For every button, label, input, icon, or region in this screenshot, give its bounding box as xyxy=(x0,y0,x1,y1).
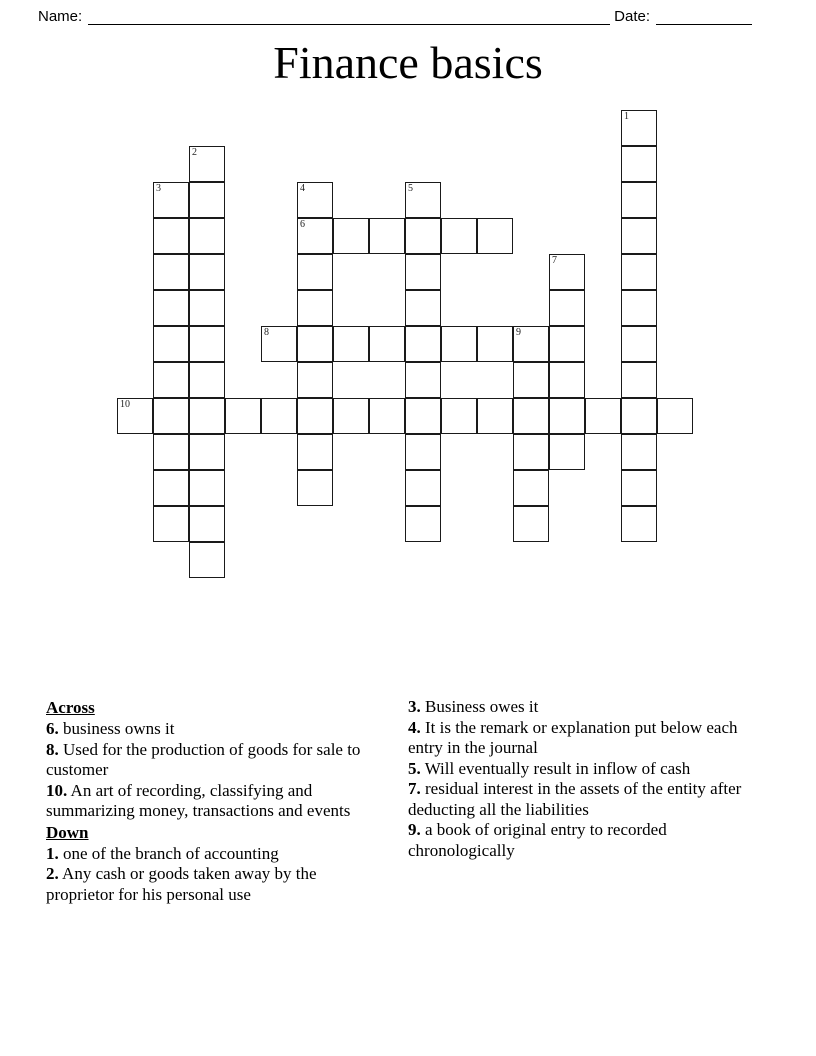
crossword-cell[interactable] xyxy=(441,398,477,434)
crossword-cell[interactable] xyxy=(621,146,657,182)
crossword-cell[interactable] xyxy=(405,398,441,434)
crossword-cell[interactable] xyxy=(189,362,225,398)
crossword-cell[interactable] xyxy=(369,326,405,362)
crossword-cell[interactable] xyxy=(225,398,261,434)
date-label: Date: xyxy=(614,8,650,25)
crossword-cell[interactable] xyxy=(297,470,333,506)
crossword-cell[interactable] xyxy=(621,290,657,326)
crossword-cell[interactable] xyxy=(513,398,549,434)
down-clue-list-right xyxy=(408,697,748,861)
crossword-cell[interactable] xyxy=(297,218,333,254)
crossword-cell[interactable] xyxy=(153,470,189,506)
crossword-cell[interactable] xyxy=(621,110,657,146)
clue-number: 2. xyxy=(46,864,59,883)
clue-item xyxy=(46,740,386,781)
crossword-cell[interactable] xyxy=(297,398,333,434)
crossword-cell[interactable] xyxy=(189,398,225,434)
page-title: Finance basics xyxy=(273,37,543,88)
crossword-cell-number: 5 xyxy=(408,183,413,194)
crossword-cell[interactable] xyxy=(405,326,441,362)
crossword-cell-number: 3 xyxy=(156,183,161,194)
crossword-cell[interactable] xyxy=(153,290,189,326)
crossword-cell[interactable] xyxy=(189,254,225,290)
crossword-cell[interactable] xyxy=(153,218,189,254)
down-clue-list-left xyxy=(46,844,386,906)
clue-number: 3. xyxy=(408,697,421,716)
crossword-cell[interactable] xyxy=(153,326,189,362)
crossword-cell[interactable] xyxy=(621,362,657,398)
crossword-cell[interactable] xyxy=(333,398,369,434)
crossword-cell[interactable] xyxy=(153,398,189,434)
crossword-cell[interactable] xyxy=(297,254,333,290)
crossword-cell[interactable] xyxy=(297,434,333,470)
clue-text: a book of original entry to recorded chronologically xyxy=(408,820,667,860)
crossword-cell[interactable] xyxy=(621,218,657,254)
crossword-cell[interactable] xyxy=(549,326,585,362)
crossword-cell[interactable] xyxy=(297,362,333,398)
clue-item xyxy=(408,718,748,759)
crossword-cell[interactable] xyxy=(549,254,585,290)
crossword-cell[interactable] xyxy=(549,434,585,470)
crossword-cell[interactable] xyxy=(621,434,657,470)
clue-item xyxy=(408,820,748,861)
crossword-cell[interactable] xyxy=(405,182,441,218)
crossword-cell[interactable] xyxy=(153,434,189,470)
crossword-cell[interactable] xyxy=(297,326,333,362)
clue-item xyxy=(408,697,748,718)
crossword-cell[interactable] xyxy=(441,326,477,362)
crossword-cell[interactable] xyxy=(621,398,657,434)
crossword-cell[interactable] xyxy=(405,362,441,398)
across-heading: Across xyxy=(46,698,95,717)
crossword-cell[interactable] xyxy=(477,218,513,254)
crossword-cell[interactable] xyxy=(333,326,369,362)
crossword-cell[interactable] xyxy=(621,326,657,362)
crossword-cell[interactable] xyxy=(549,290,585,326)
crossword-cell[interactable] xyxy=(297,182,333,218)
crossword-cell[interactable] xyxy=(405,470,441,506)
crossword-cell[interactable] xyxy=(333,218,369,254)
crossword-cell-number: 9 xyxy=(516,327,521,338)
crossword-cell[interactable] xyxy=(189,506,225,542)
clue-item xyxy=(408,779,748,820)
crossword-cell[interactable] xyxy=(189,542,225,578)
crossword-cell[interactable] xyxy=(585,398,621,434)
clue-text: business owns it xyxy=(58,719,175,738)
crossword-cell[interactable] xyxy=(405,254,441,290)
clue-number: 8. xyxy=(46,739,59,759)
crossword-cell[interactable] xyxy=(657,398,693,434)
clue-number: 6. xyxy=(46,719,59,738)
clues-column-left xyxy=(46,697,386,905)
crossword-cell[interactable] xyxy=(117,398,153,434)
crossword-cell[interactable] xyxy=(189,290,225,326)
crossword-cell[interactable] xyxy=(513,326,549,362)
crossword-cell[interactable] xyxy=(297,290,333,326)
crossword-cell[interactable] xyxy=(189,434,225,470)
crossword-cell[interactable] xyxy=(477,398,513,434)
crossword-cell[interactable] xyxy=(621,470,657,506)
crossword-cell[interactable] xyxy=(369,218,405,254)
crossword-cell[interactable] xyxy=(405,506,441,542)
across-clue-list xyxy=(46,719,386,822)
crossword-cell[interactable] xyxy=(261,326,297,362)
crossword-cell[interactable] xyxy=(477,326,513,362)
crossword-cell[interactable] xyxy=(369,398,405,434)
crossword-cell-number: 7 xyxy=(552,255,557,266)
clue-text: Business owes it xyxy=(420,697,539,716)
crossword-cell[interactable] xyxy=(549,362,585,398)
crossword-cell-number: 4 xyxy=(300,183,305,194)
down-heading: Down xyxy=(46,822,89,842)
clue-number: 4. xyxy=(408,717,421,737)
clue-item xyxy=(46,864,386,905)
crossword-cell[interactable] xyxy=(405,434,441,470)
crossword-cell[interactable] xyxy=(621,254,657,290)
crossword-cell[interactable] xyxy=(441,218,477,254)
clue-item xyxy=(46,781,386,822)
clue-text: Will eventually result in inflow of cash xyxy=(420,758,691,778)
clue-text: residual interest in the assets of the entity after deducting all the liabilities xyxy=(408,779,742,819)
clue-item xyxy=(46,844,386,865)
crossword-cell-number: 10 xyxy=(120,399,130,410)
crossword-cell-number: 1 xyxy=(624,111,629,122)
crossword-cell-number: 8 xyxy=(264,327,269,338)
crossword-cell[interactable] xyxy=(261,398,297,434)
crossword-cell[interactable] xyxy=(513,470,549,506)
clue-text: It is the remark or explanation put below each entry in the journal xyxy=(408,717,738,757)
crossword-cell-number: 2 xyxy=(192,147,197,158)
crossword-cell[interactable] xyxy=(189,182,225,218)
clue-text: Any cash or goods taken away by the proprietor for his personal use xyxy=(46,864,317,904)
clues-section xyxy=(0,697,816,957)
clue-number: 7. xyxy=(408,779,421,798)
clue-number: 5. xyxy=(408,758,421,778)
crossword-cell[interactable] xyxy=(621,506,657,542)
crossword-cell[interactable] xyxy=(513,434,549,470)
crossword-cell[interactable] xyxy=(153,182,189,218)
clue-item xyxy=(46,719,386,740)
crossword-cell[interactable] xyxy=(513,506,549,542)
crossword-cell[interactable] xyxy=(189,470,225,506)
crossword-cell[interactable] xyxy=(189,146,225,182)
name-label: Name: xyxy=(38,8,83,25)
clue-text: Used for the production of goods for sale to customer xyxy=(46,739,361,779)
crossword-cell[interactable] xyxy=(153,362,189,398)
crossword-cell-number: 6 xyxy=(300,219,305,230)
crossword-cell[interactable] xyxy=(189,218,225,254)
clue-text: one of the branch of accounting xyxy=(58,843,279,863)
crossword-cell[interactable] xyxy=(189,326,225,362)
clue-number: 10. xyxy=(46,780,68,800)
crossword-cell[interactable] xyxy=(405,290,441,326)
clue-number: 1. xyxy=(46,843,59,863)
clues-column-right xyxy=(408,697,748,861)
clue-text: An art of recording, classifying and summarizing money, transactions and events xyxy=(46,780,351,820)
crossword-cell[interactable] xyxy=(153,506,189,542)
clue-item xyxy=(408,759,748,780)
crossword-cell[interactable] xyxy=(621,182,657,218)
clue-number: 9. xyxy=(408,820,421,839)
crossword-cell[interactable] xyxy=(549,398,585,434)
crossword-cell[interactable] xyxy=(405,218,441,254)
crossword-cell[interactable] xyxy=(513,362,549,398)
crossword-cell[interactable] xyxy=(153,254,189,290)
